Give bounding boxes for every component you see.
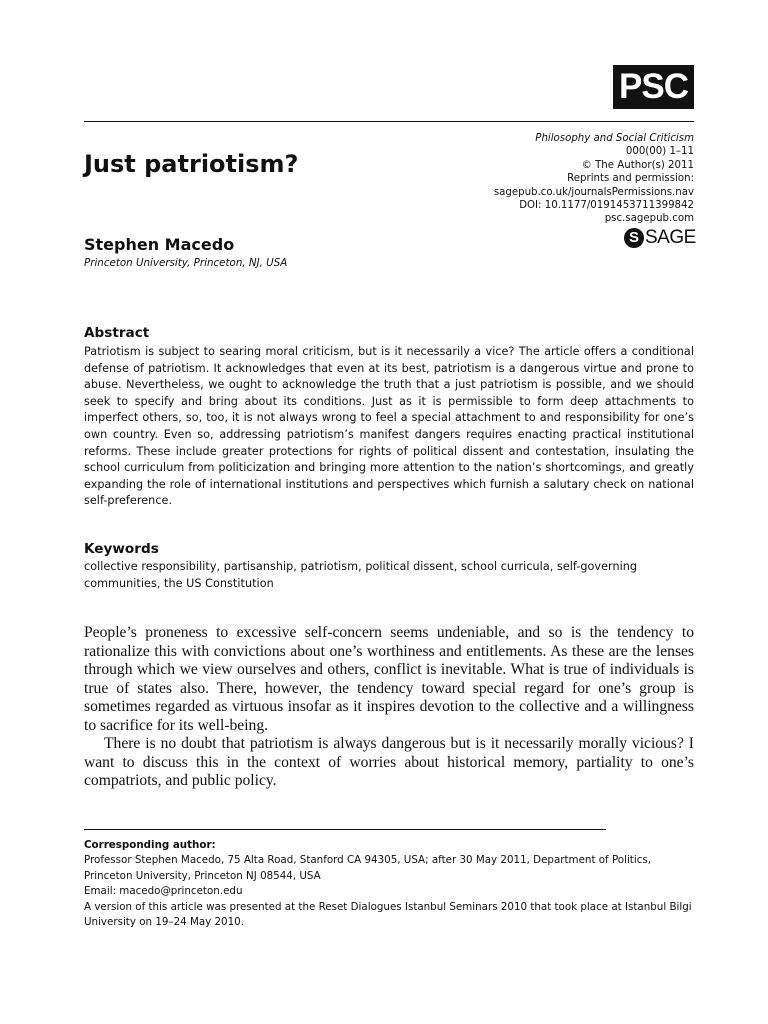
- publisher-name: SAGE: [645, 227, 696, 248]
- journal-name: Philosophy and Social Criticism: [535, 133, 694, 144]
- abstract-text: Patriotism is subject to searing moral criticism, but is it necessarily a vice? The article offers a conditional defense of patriotism. It acknowledges that even at its best, patriotism is a dangerous virtue and prone to abuse. Nevertheless, we ought to acknowledge the truth that a just patriotism is possible, and we should seek to specify and bring about its conditions. Just as it is permissible to form deep attachments to imperfect others, so, too, it is not always wrong to feel a special attachment to and responsibility for one’s own country. Even so, addressing patriotism’s manifest dangers requires enacting practical institutional reforms. These include greater protections for rights of political dissent and contestation, insulating the school curriculum from politicization and bringing more attention to the nation’s shortcomings, and greatly expanding the role of international institutions and perspectives which furnish a salutary check on national self-preference.: [84, 345, 694, 508]
- body-paragraph: There is no doubt that patriotism is always dangerous but is it necessarily morally vicious? I want to discuss this in the context of worries about historical memory, partiality to one’s compatriots, and public policy.: [84, 735, 694, 789]
- author-affiliation: Princeton University, Princeton, NJ, USA: [84, 257, 288, 269]
- article-body: [84, 624, 694, 791]
- body-paragraph: People’s proneness to excessive self-concern seems undeniable, and so is the tendency to rationalize this with convictions about one’s worthiness and entitlements. As these are the lenses through which we view ourselves and others, conflict is inevitable. What is true of individuals is true of states also. There, however, the tendency toward special regard for one’s group is sometimes regarded as virtuous insofar as it inspires devotion to the collective and a willingness to sacrifice for its well-being.: [84, 624, 694, 734]
- author-name: Stephen Macedo: [84, 235, 235, 254]
- footnote-rule: [84, 829, 606, 830]
- header-rule: [84, 121, 694, 122]
- keywords-text: collective responsibility, partisanship, patriotism, political dissent, school curricula, self-governing communities, the US Constitution: [84, 560, 638, 590]
- article-title: Just patriotism?: [84, 150, 299, 178]
- journal-info: [494, 132, 694, 226]
- keywords-heading: Keywords: [84, 541, 159, 557]
- journal-logo: PSC: [613, 65, 694, 109]
- doi-line[interactable]: DOI: 10.1177/0191453711399842: [519, 200, 694, 212]
- journal-issue: 000(00) 1–11: [625, 146, 694, 158]
- abstract-heading: Abstract: [84, 325, 150, 341]
- reprints-line: Reprints and permission:: [567, 173, 694, 185]
- author-address: Professor Stephen Macedo, 75 Alta Road, Stanford CA 94305, USA; after 30 May 2011, Department of Politics, Princeton University, Princeton NJ 08544, USA: [84, 854, 652, 882]
- presentation-note: A version of this article was presented at the Reset Dialogues Istanbul Seminars 2010 that took place at Istanbul Bilgi University on 19–24 May 2010.: [84, 900, 692, 929]
- publisher-logo: [624, 227, 696, 249]
- sage-mark-icon: S: [624, 228, 644, 248]
- author-email[interactable]: Email: macedo@princeton.edu: [84, 885, 243, 898]
- permissions-link[interactable]: sagepub.co.uk/journalsPermissions.nav: [493, 186, 694, 198]
- footnote-heading: Corresponding author:: [84, 839, 216, 851]
- journal-site-link[interactable]: psc.sagepub.com: [604, 213, 694, 225]
- copyright-line: © The Author(s) 2011: [581, 159, 694, 171]
- footnote: [84, 838, 694, 930]
